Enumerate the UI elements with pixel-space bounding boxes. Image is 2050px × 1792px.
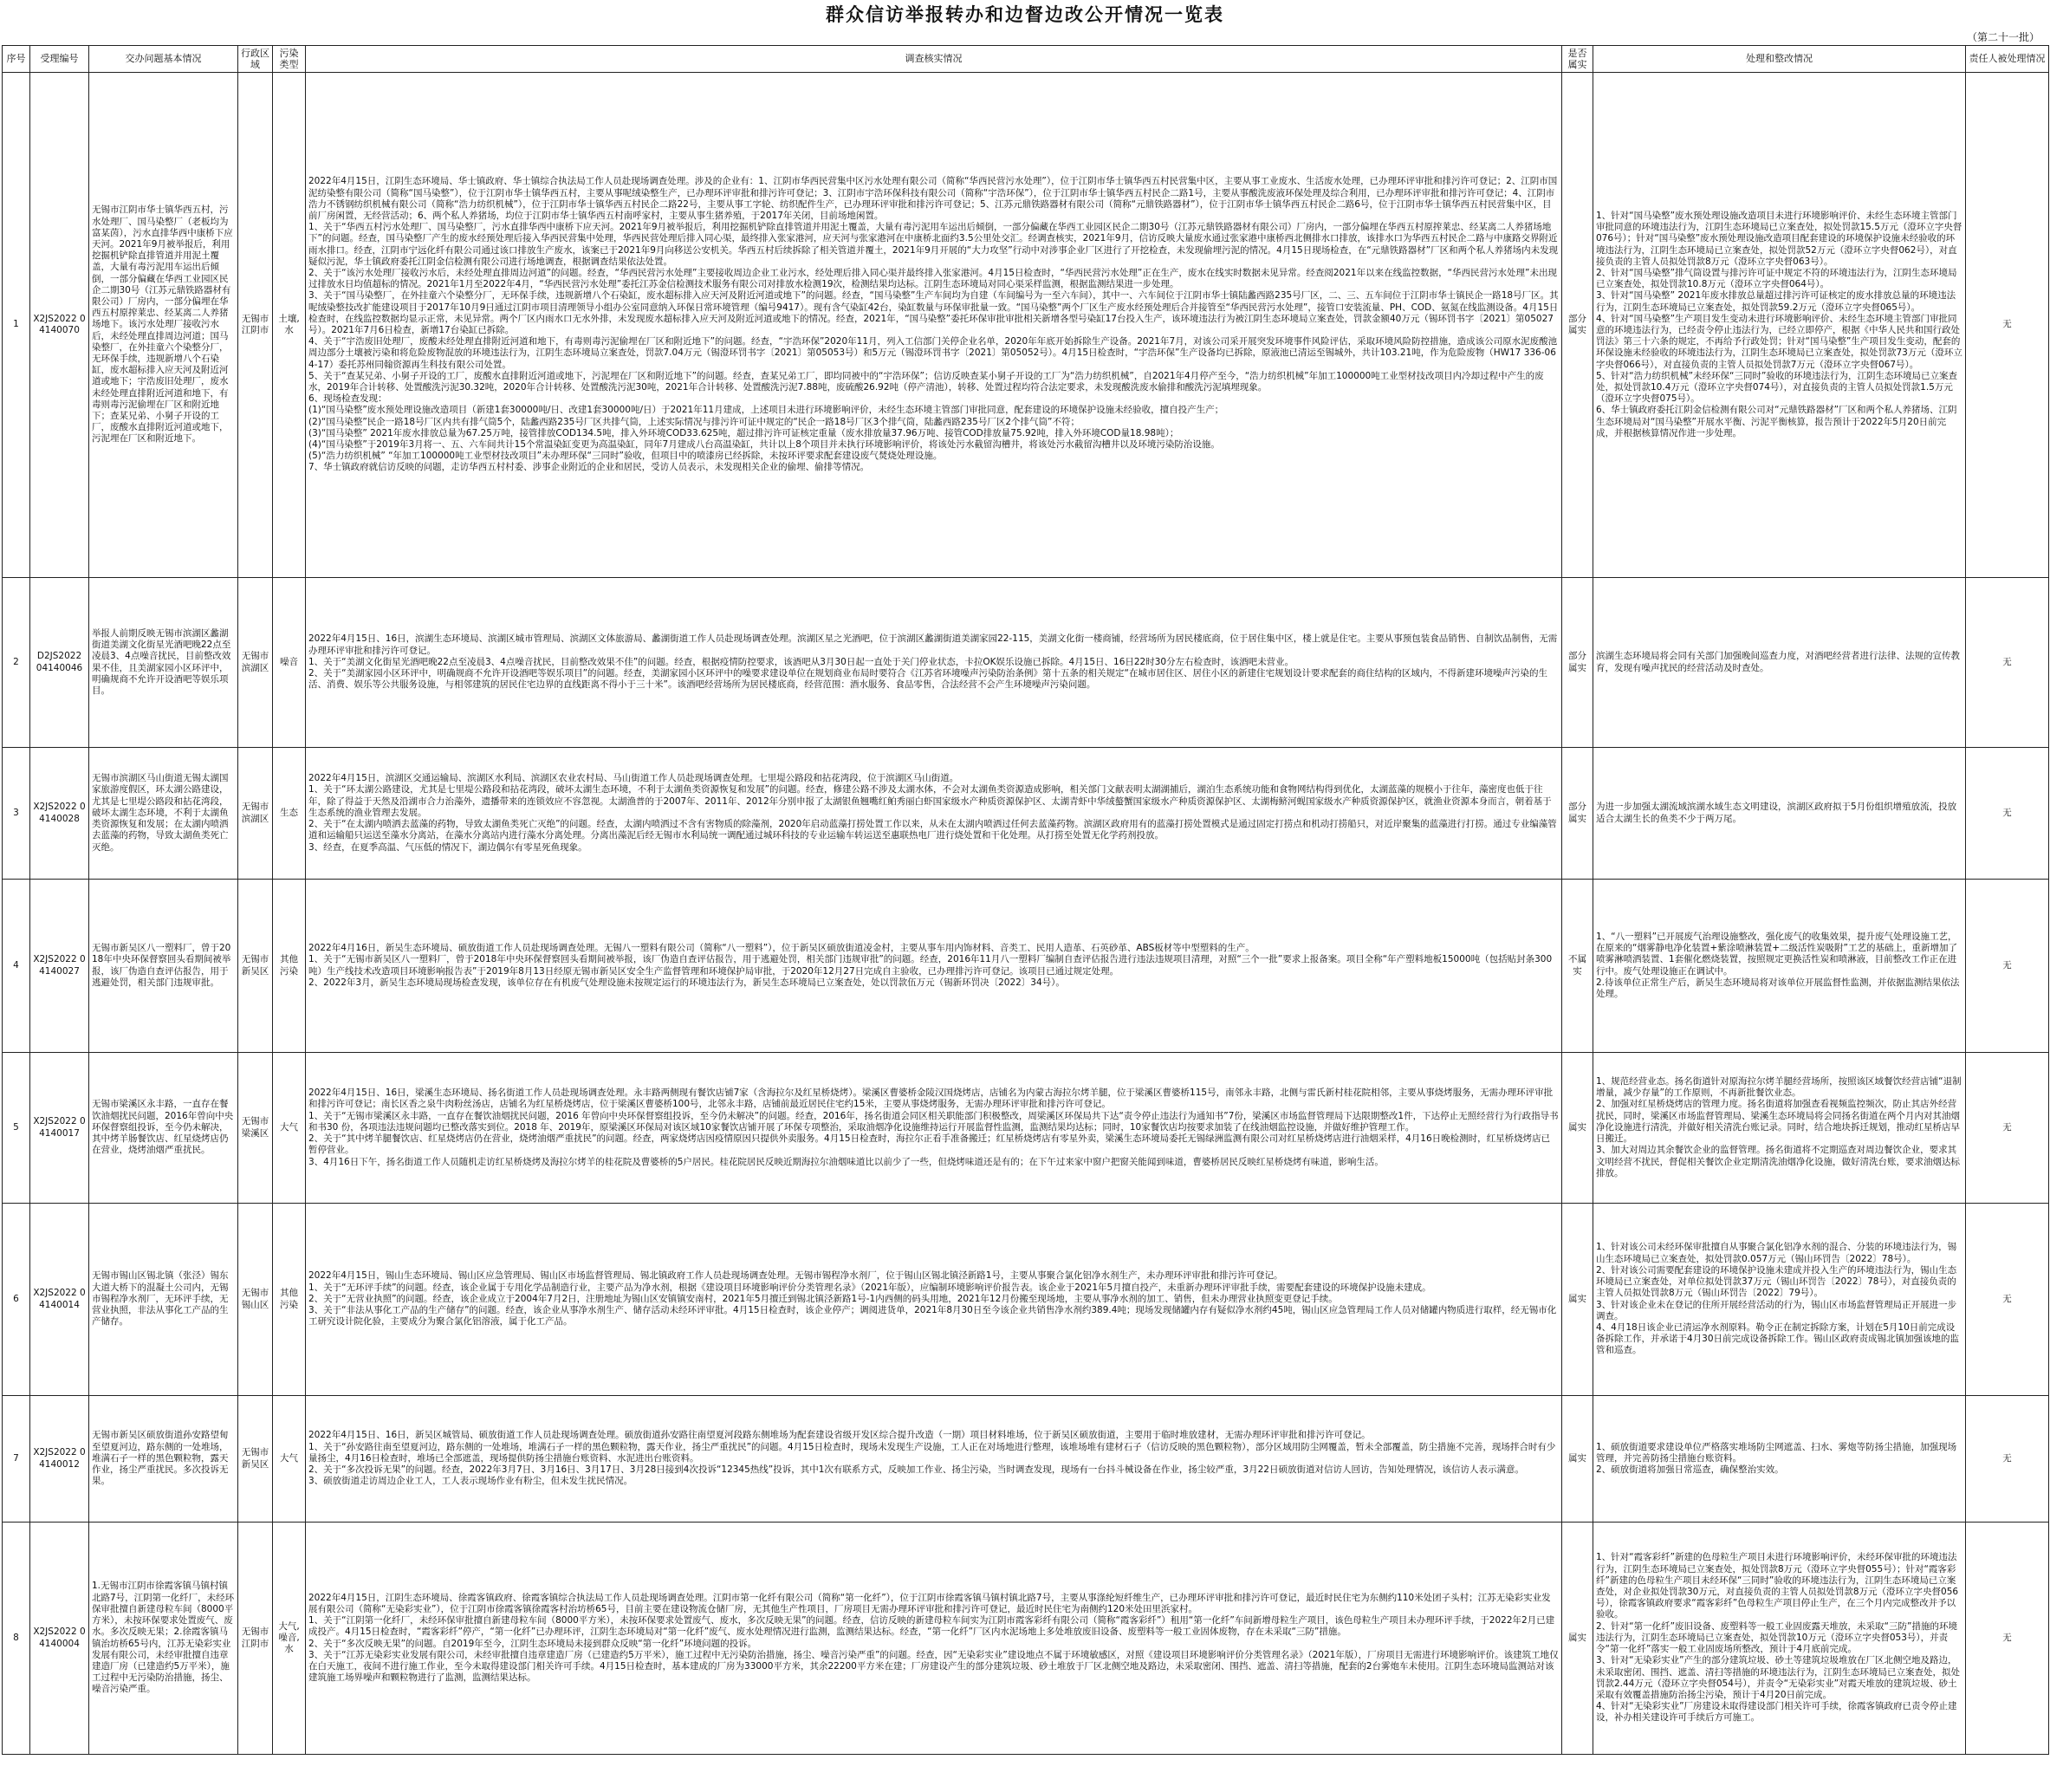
row-handling: 滨湖生态环境局将会同有关部门加强晚间巡查力度，对酒吧经营者进行法律、法规的宣传教育，发现有噪声扰民的经营活动及时查处。	[1593, 578, 1966, 748]
row-district: 无锡市江阴市	[238, 73, 273, 578]
row-pollution-type: 噪音	[273, 578, 306, 748]
row-no: 3	[3, 748, 30, 880]
row-pollution-type: 大气	[273, 1053, 306, 1204]
header-pollution-type: 污染类型	[273, 46, 306, 73]
row-code: X2JS2022 04140012	[30, 1396, 89, 1523]
row-handling: 1、硕放街道要求建设单位严格落实堆场防尘网遮盖、扫水、雾炮等防扬尘措施，加强现场管理，并完善防扬尘措施台账资料。 2、硕放街道将加强日常巡查，确保整治实效。	[1593, 1396, 1966, 1523]
row-code: X2JS2022 04140070	[30, 73, 89, 578]
table-row	[3, 880, 2049, 1053]
row-issue: 无锡市锡山区锡北镇（张泾）锡东大道大桥下的混凝土公司内，无锡市锡程净水剂厂，无环评手续，无营业执照，非法从事化工产品的生产储存。	[89, 1204, 238, 1396]
header-handling: 处理和整改情况	[1593, 46, 1966, 73]
row-no: 2	[3, 578, 30, 748]
row-issue: 举报人前期反映无锡市滨湖区蠡湖街道美湖文化街星光酒吧晚22点至凌晨3、4点噪音扰民，目前整改效果不佳，且美湖家园小区环评中，明确规商不允许开设酒吧等娱乐项目。	[89, 578, 238, 748]
row-issue: 无锡市滨湖区马山街道无锡太湖国家旅游度假区，环太湖公路建设，尤其是七里堤公路段和拈花湾段，破坏太湖生态环境，不利于太湖鱼类资源恢复和发展；在太湖内喷洒去蓝藻的药物，导致太湖鱼类死亡灭绝。	[89, 748, 238, 880]
row-code: X2JS2022 04140014	[30, 1204, 89, 1396]
row-handling: 1、针对“霞客彩纤”新建的色母粒生产项目未进行环境影响评价，未经环保审批的环境违法行为，江阴生态环境局已立案查处，拟处罚款8万元（澄环立字央督055号）；针对“霞客彩纤”新建的色母粒生产项目未经环保“三同时”验收的环境违法行为，江阴生态环境局已立案查处，对企业拟处罚款30万元，对直接负责的主管人员拟处罚款8万元（澄环立字央督056号），徐霞客镇政府要求“霞客彩纤”色母粒生产项目停止生产，在三个月内完成整改并予以验收。 2、针对“第一化纤”废旧设备、废塑料等一般工业固废露天堆放，未采取“三防”措施的环境违法行为，江阴生态环境局已立案查处，拟处罚款10万元（澄环立字央督053号），并责令“第一化纤”落实一般工业固废场所整改，预计于4月底前完成。 3、针对“无染彩实业”产生的部分建筑垃圾、砂土等建筑垃圾堆放在厂区北侧空地及路边，未采取密闭、围挡、遮盖、清扫等措施的环境违法行为，江阴生态环境局已立案查处，拟处罚款2.44万元（澄环立字央督054号），并责令“无染彩实业”对霞天堆放的建筑垃圾、砂土采取有效覆盖措施防治扬尘污染，预计于4月20日前完成。 4、针对“无染彩实业”厂房建设未取得建设部门相关许可手续，徐霞客镇政府已责令停止建设，补办相关建设许可手续后方可施工。	[1593, 1523, 1966, 1755]
row-issue: 1.无锡市江阴市徐霞客镇马镇村镇北路7号，江阴第一化纤厂，未经环保审批擅自新建母粒车间（8000平方米），未按环保要求处置废气、废水。多次反映无果；2.徐霞客镇马镇治坊桥65号内，江苏无染彩实业发展有限公司，未经审批擅自违章建造厂房（已建造约5万平米），施工过程中无污染防治措施，扬尘、噪音污染严重。	[89, 1523, 238, 1755]
row-handling: 1、“八一塑料”已开展废气治理设施整改，强化废气的收集效果，提升废气处理设施工艺，在原来的“烟雾静电净化装置+紫涂喷淋装置+二级活性炭吸附”工艺的基础上，重新增加了喷雾淋喷洒装置、1套催化燃烧装置，按照规定更换活性炭和喷淋液，目前整改工作正在进行中。废气处理设施正在调试中。 2.待该单位正常生产后，新吴生态环境局将对该单位开展监督性监测，并依据监测结果依法处理。	[1593, 880, 1966, 1053]
row-verified: 不属实	[1562, 880, 1593, 1053]
row-punished: 无	[1966, 1053, 2049, 1204]
row-survey: 2022年4月15日，江阴生态环境局、华士镇政府、华士镇综合执法局工作人员赴现场调查处理。涉及的企业有：1、江阴市华西民营集中区污水处理有限公司（简称“华西民营污水处理”），位于江阴市华士镇华西五村民营集中区，主要从事工业废水、生活废水处理，已办理环评审批和排污许可登记；2、江阴市国泥纺染整有限公司（简称“国马染整”），位于江阴市华士镇华西五村，主要从事呢绒染整生产，已办理环评审批和排污许可登记；3、江阴市宇浩环保科技有限公司（简称“宇浩环保”），位于江阴市华士镇华西五村民企二路1号，主要从事酸洗废液环保处理及综合利用，已办理环评审批和排污许可登记；4、江阴市浩力不锈钢纺织机械有限公司（简称“浩力纺织机械”），位于江阴市华士镇华西五村民企二路22号，主要从事工字轮、纺织配件生产，已办理环评审批和排污许可登记；5、江苏元鼎铁路器材有限公司（简称“元鼎铁路器材”），位于江阴市华士镇华西五村民企二路6号，位于江阴市华士镇华西五村民营集中区，目前厂房闲置，无经营活动；6、两个私人养猪场，均位于江阴市华士镇华西五村南呼家村，主要从事生猪养殖，于2017年关闭，目前场地闲置。 1、关于“华西五村污水处理厂、国马染整厂，污水直排华西中康桥下应天河。2021年9月被举报后，利用挖掘机铲除直排管道并用泥土覆盖，大量有毒污泥用车运出后倾倒，一部分偏藏在华西工业园区民企二期30号（江苏元鼎铁路器材有限公司）厂房内，一部分偏埋在华西五村原搾莱忠、经某离二人养猪场地下”的问题。经查，国马染整厂产生的废水经预处理后接入华西民营集中处理，华西民营处理后排入同心渠，最终排入张家港河，应天河与张家港河在中康桥北面约3.5公里处交汇。经调查核实，2021年9月，信访反映大量废水通过张家港中康桥西北侧排水口排放，该排水口为华西五村民企二路与中康路交界附近雨水排口。经查，江阴市宁远化纤有限公司通过该口排放生产废水，该案已于2021年9月向移送公安机关。华西五村后续拆除了相关管道并覆土，2021年9月开展的“大力攻坚”行动中对涉事企业厂区进行了开挖检查，未发现偷埋污泥的情况。4月15日现场检查，在“元鼎铁路器材”厂区和两个私人养猪场内未发现疑似污泥，华士镇政府委托江阴金信检测有限公司进行场地调查，根据调查结果依法处置。 2、关于“该污水处理厂接收污水后，未经处理直排周边河道”的问题。经查，“华西民营污水处理”主要接收周边企业工业污水，经处理后排入同心渠并最终排入张家港河。4月15日检查时，“华西民营污水处理”正在生产，废水在线实时数据未见异常。经查阅2021年以来在线监控数据，“华西民营污水处理”未出现过排放水日均值超标的情况。2021年1月至2022年4月，“华西民营污水处理”委托江苏金信检测技术服务有限公司对排放水检测19次，检测结果均达标。江阴生态环境局对同心渠采样监测，根据监测结果进一步处理。 3、关于“国马染整厂，在外挂童六个染整分厂，无环保手续，违规新增八个石染缸，废水超标排入应天河及附近河道或地下”的问题。经查，“国马染整”生产车间均为自建（车间编号为一至六车间），其中一、六车间位于江阴市华士镇陆蠡西路235号厂区，二、三、五车间位于江阴市华士镇民企一路18号厂区。其呢绒染整技改扩能建设项目于2017年10月9日通过江阴市项目清理领导小组办公室同意纳入环保日常环境管理（编号9417）。现有含气染缸42台，染缸数量与环保审批量一致。“国马染整”两个厂区生产废水经预处理后合并接管至“华西民营污水处理”，接管口安装流量、PH、COD、氨氮在线监测设备。4月15日检查时，在线监控数据均显示正常，未见异常。两个厂区内雨水口无水外排，未发现废水超标排入应天河及附近河道或地下的情况。经查，2021年，“国马染整”委托环保审批审批相关新增各型号染缸17台投入生产，该环境违法行为被江阴生态环境局立案查处，罚款金额40万元（锡环罚书字〔2021〕第05027号）。2021年7月6日检查，新增17台染缸已拆除。 4、关于“宇浩废旧处理厂，废酸未经处理直排附近河道和地下，有毒则毒污泥偷埋在厂区和附近地下”的问题。经查，“宇浩环保”2020年11月，列入工信部门关停企业名单，2020年年底开始拆除生产设备。2021年7月，对该公司采开展突发环境事件风险评估，采取环境风险防控措施，造成该公司原水泥废酸池周边部分土壤被污染和将危险废物混放的环境违法行为，江阴生态环境局立案查处，罚款7.04万元（锡澄环罚书字〔2021〕第05053号）和5万元（锡澄环罚书字〔2021〕第05052号）。4月15日检查时，“宇浩环保”生产设备均已拆除，原液池已清运至锡城外，共计103.21吨，作为危险废物（HW17 336-064-17）委托苏州同翰资源再生科技有限公司处置。 5、关于“查某兄弟、小舅子开设的工厂，废酸水直排附近河道或地下，污泥埋在厂区和附近地下”的问题。经查，查某兄弟工厂，即均同被中的“宇浩环保”；信访反映查某小舅子开设的工厂为“浩力纺织机械”，自2021年4月停产至今，“浩力纺织机械”年加工100000吨工业型材技改项目内冷却过程中产生的废水，2019年合计转移、处置酸洗污泥30.32吨，2020年合计转移、处置酸洗污泥30吨，2021年合计转移、处置酸洗污泥7.88吨，废硫酸26.92吨（停产清池），转移、处置过程均符合法定要求，未发现酸洗废水偷排和酸洗污泥填埋现象。 6、现场检查发现： (1)“国马染整”废水预处理设施改造项目（新建1套30000吨/日、改建1套30000吨/日）于2021年11月建成，上述项目未进行环境影响评价，未经生态环境主管部门审批同意，配套建设的环境保护设施未经验收，擅自投产生产； (2)“国马染整”民企一路18号厂区内共有排气筒5个，陆蠡西路235号厂区共排气筒，上述实际情况与排污许可证中规定的“民企一路18号厂区3个排气筒，陆蠡西路235号厂区2个排气筒”不符； (3)“国马染整” 2021年废水排放总量为67.25万吨，接管排放COD134.5吨，排入外环境COD33.625吨，超过排污许可证核定重量（废水排放量37.96万吨、接管COD排放量75.92吨，排入外环境COD量18.98吨）； (4)“国马染整”于2019年3月将一、五、六车间共计15个常温染缸变更为高温染缸，同年7月建成八台高温染缸，共计以上8个项目并未执行环境影响评价，将该处污水截留沟槽井，将该处污水截留沟槽井以及环境污染防治设施。 (5)“浩力纺织机械” “年加工100000吨工业型材技改项目”未办理环保“三同时”验收，但项目中的喷漆房已经拆除，未按环评要求配套建设废气焚烧处理设施。 7、华士镇政府就信访反映的问题，走访华西五村村委、涉事企业附近的企业和居民，受访人员表示，未发现相关企业的偷埋、偷排等情况。	[306, 73, 1562, 578]
table-row	[3, 73, 2049, 578]
row-no: 4	[3, 880, 30, 1053]
row-handling: 1、针对“国马染整”废水预处理设施改造项目未进行环境影响评价、未经生态环境主管部门审批同意的环境违法行为，江阴生态环境局已立案查处，拟处罚款15.5万元（澄环立字央督076号）；针对“国马染整”废水预处理设施改造项目配套建设的环境保护设施未经验收的环境违法行为，江阴生态环境局已立案查处，拟处罚款52万元（澄环立字央督062号），对直接负责的主管人员拟处罚款8万元（澄环立字央督063号）。 2、针对“国马染整”排气筒设置与排污许可证中规定不符的环境违法行为，江阴生态环境局已立案查处，拟处罚款10.8万元（澄环立字央督064号）。 3、针对“国马染整” 2021年废水排放总量超过排污许可证核定的废水排放总量的环境违法行为，江阴生态环境局已立案查处，拟处罚款59.2万元（澄环立字央督065号）。 4、针对“国马染整”生产项目发生变动未进行环境影响评价、未经生态环境主管部门审批同意的环境违法行为，已经责令停止违法行为，已经立即停产，根据《中华人民共和国行政处罚法》第三十六条的规定，不再给予行政处罚；针对“国马染整”生产项目发生变动，配套的环保设施未经验收的环境违法行为，江阴生态环境局已立案查处，拟处罚款73万元（澄环立字央督066号），对直接负责的主管人员拟处罚款7万元（澄环立字央督067号）。 5、针对“浩力纺织机械”未经环保“三同时”验收的环境违法行为，江阴生态环境局已立案查处，拟处罚款10.4万元（澄环立字央督074号），对直接负责的主管人员拟处罚款1.5万元（澄环立字央督075号）。 6、华士镇政府委托江阴金信检测有限公司对“元鼎铁路器材”厂区和两个私人养猪场、江阴生态环境局对“国马染整”开展水平衡、污泥平衡核算，报告预计于2022年5月20日前完成，并根据核算情况作进一步处理。	[1593, 73, 1966, 578]
row-district: 无锡市江阴市	[238, 1523, 273, 1755]
row-verified: 部分属实	[1562, 73, 1593, 578]
row-verified: 部分属实	[1562, 578, 1593, 748]
row-survey: 2022年4月16日，新吴生态环境局、硕放街道工作人员赴现场调查处理。无锡八一塑料有限公司（简称“八一塑料”），位于新吴区硕放街道凌金村，主要从事车用内饰材料、音类工、民用人造革、石英砂革、ABS板材等中型塑料的生产。 1、关于“无锡市新吴区八一塑料厂，曾于2018年中央环保督察回头看期间被举报，该厂伪造自查评估报告，用于逃避处罚，相关部门违规审批”的问题。经查，2016年11月八一塑料厂编制自查评估报告进行违法违规项目清理，对照“三个一批”要求上报备案。项目全称“年产塑料地板15000吨（包括贴封条300吨）生产线技术改造项目环境影响报告表”于2019年8月13日经原无锡市新吴区安全生产监督管理和环境保护局审批，于2020年12月27日完成自主验收，已办理排污许可登记。该项目已通过规定处理。 2、2022年3月，新吴生态环境局现场检查发现，该单位存在有机废气处理设施未按规定运行的环境违法行为，新吴生态环境局已立案查处，处以罚款伍万元（锡新环罚决〔2022〕34号）。	[306, 880, 1562, 1053]
header-district: 行政区域	[238, 46, 273, 73]
row-district: 无锡市滨湖区	[238, 578, 273, 748]
header-punished: 责任人被处理情况	[1966, 46, 2049, 73]
row-punished: 无	[1966, 880, 2049, 1053]
row-survey: 2022年4月15日，锡山生态环境局、锡山区应急管理局、锡山区市场监督管理局、锡北镇政府工作人员赴现场调查处理。无锡市锡程净水剂厂，位于锡山区锡北镇泾新路1号，主要从事聚合氯化铝净水剂生产，未办理环评审批和排污许可登记。 1、关于“无环评手续”的问题。经查，该企业属于专用化学品制造行业，主要产品为净水剂，根据《建设项目环境影响评价分类管理名录》（2021年版），应编制环境影响评价报告表。该企业于2021年5月擅自投产，未重新办理环评审批手续，需要配套建设的环境保护设施未建成。 2、关于“无营业执照”的问题。经查，该企业成立于2004年7月2日，注册地址为锡山区安镇镇安南村，2021年5月擅迁到锡北镇泾新路1号-1内西侧的码头用地，2021年12月份搬至现场地，主要从事净水剂的加工、销售，但未办理营业执照变更登记手续。 3、关于“非法从事化工产品的生产储存”的问题。经查，该企业从事净水剂生产、储存活动未经环评审批。4月15日检查时，该企业停产；调阅进货单，2021年8月30日至今该企业共销售净水剂约389.4吨；现场发现储罐内存有疑似净水剂约45吨，锡山区应急管理局工作人员对储罐内物质进行取样，经无锡市化工研究设计院化验，主要成分为聚合氯化铝溶液，属于化工产品。	[306, 1204, 1562, 1396]
row-survey: 2022年4月15日，江阴生态环境局、徐霞客镇政府、徐霞客镇综合执法局工作人员赴现场调查处理。江阴市第一化纤有限公司（简称“第一化纤”），位于江阴市徐霞客镇马镇村镇北路7号，主要从事涤纶短纤维生产，已办理环评审批和排污许可登记，最近时民住宅为东侧约110米处团子头村；江苏无染彩实业发展有限公司（简称“无染彩实业”），位于江阴市徐霞客镇徐霞客村治坊桥65号，目前主要在建设物流仓储厂房，无其他生产性项目，厂房项目无需办理环评审批和排污许可登记，最近时民住宅为南侧约120米处田里浜家村。 1、关于“江阴第一化纤厂，未经环保审批擅自新建母粒车间（8000平方米），未按环保要求处置废气、废水，多次反映无果”的问题。经查，信访反映的新建母粒车间实为江阴市霞客彩纤有限公司（简称“霞客彩纤”）租用“第一化纤”车间新增母粒生产项目，该色母粒生产项目未办理环评手续，于2022年2月已建成投产。4月15日检查时，“霞客彩纤”停产，“第一化纤”已办理环评，江阴生态环境局对“第一化纤”废气、废水处理情况进行监测，监测结果达标。经查，“第一化纤”厂区内水泥场地上多处堆放废旧设备、废塑料等一般工业固体废物，存在未采取“三防”措施。 2、关于“多次反映无果”的问题。自2019年至今，江阴生态环境局未接到群众反映“第一化纤”环境问题的投诉。 3、关于“江苏无染彩实业发展有限公司，未经审批擅自违章建造厂房（已建造约5万平米），施工过程中无污染防治措施，扬尘、噪音污染严重”的问题。经查，因“无染彩实业”建设地点不属于环境敏感区，对照《建设项目环境影响评价分类管理名录》（2021年版），厂房项目无需进行环境影响评价。该建筑工地仅在白天施工，夜间不进行施工作业，至今未取得建设部门相关许可手续。4月15日检查时，基本建成的厂房为33000平方米，其余22200平方米在建；厂房建设产生的部分建筑垃圾、砂土堆放于厂区北侧空地及路边，未采取密闭、围挡、遮盖、清扫等措施，配套的2台雾炮车未使用。江阴生态环境局监测站对该建筑施工场界噪声和颗粒物进行了监测，监测结果达标。	[306, 1523, 1562, 1755]
header-verified: 是否属实	[1562, 46, 1593, 73]
table-row	[3, 1204, 2049, 1396]
table-row	[3, 1396, 2049, 1523]
row-code: X2JS2022 04140028	[30, 748, 89, 880]
row-pollution-type: 土壤,水	[273, 73, 306, 578]
row-no: 7	[3, 1396, 30, 1523]
report-table	[2, 45, 2049, 1755]
row-code: X2JS2022 04140027	[30, 880, 89, 1053]
row-no: 8	[3, 1523, 30, 1755]
row-pollution-type: 其他污染	[273, 880, 306, 1053]
batch-label: （第二十一批）	[1966, 31, 2040, 43]
row-issue: 无锡市梁溪区永丰路，一直存在餐饮油烟扰民问题，2016年曾向中央环保督察组投诉，至今仍未解决，其中烤羊肠餐饮店、红星烧烤店仍在营业，烧烤油烟严重扰民。	[89, 1053, 238, 1204]
row-pollution-type: 大气	[273, 1396, 306, 1523]
table-row	[3, 1523, 2049, 1755]
row-district: 无锡市新吴区	[238, 1396, 273, 1523]
row-survey: 2022年4月15日、16日，梁溪生态环境局、扬名街道工作人员赴现场调查处理。永丰路两侧现有餐饮店铺7家（含海拉尔及红星桥烧烤）。梁溪区曹婆桥金陵汉国烧烤店，店铺名为内蒙古海拉尔烤羊腿，位于梁溪区曹婆桥115号，南邻永丰路，北侧与雷氏新村桂花院相邻，主要从事烧烤服务，无需办理环评审批和排污许可登记；南长区香之泉牛肉粉丝汤店，店铺名为红星桥烧烤店，位于梁溪区曹婆桥100号，北邻永丰路，店铺前最近居民住宅约15米，主要从事烧烤服务，无需办理环评审批和排污许可登记。 1、关于“无锡市梁溪区永丰路，一直存在餐饮油烟扰民问题，2016 年曾向中央环保督察组投诉，至今仍未解决”的问题。经查，2016年，扬名街道会同区相关职能部门积极整改，周梁溪区环保局共下达“责令停止违法行为通知书”7份，梁溪区市场监督管理局下达限期整改1件，下达停止无照经营行为行政指导书和书30 份，各项违法违规问题均已整改落实到位。2018 年、2019年，原梁溪区环保局对该区域10家餐饮店铺开展了环保专项整治，采取油烟净化设施维持运行开展监督性监测，监测结果均达标；同时，10家餐饮店均按要求加装了在线油烟监控设施，并做好维护管理工作。 2、关于“其中烤羊腿餐饮店、红星烧烤店仍在营业，烧烤油烟严重扰民”的问题。经查，两家烧烤店因疫情原因只提供外卖服务。4月15日检查时，海拉尔正看手准备搬迁；红星桥烧烤店有零星外卖，梁溪生态环境局委托无锡绿洲监测有限公司对红星桥烧烤店进行油烟采样，4月16日晚检测时，红星桥烧烤店已暂停营业。 3、4月16日下午，扬名街道工作人员随机走访红星桥烧烤及海拉尔烤羊的桂花院及曹婆桥的5户居民。桂花院居民反映近期海拉尔油烟味道比以前少了一些，但烧烤味道还是有的；在下午过来家中窗户把窗关能闻到味道，曹婆桥居民反映红星桥烧烤有味道，影响生活。	[306, 1053, 1562, 1204]
row-district: 无锡市锡山区	[238, 1204, 273, 1396]
table-row	[3, 578, 2049, 748]
row-no: 1	[3, 73, 30, 578]
page-title: 群众信访举报转办和边督边改公开情况一览表	[826, 4, 1224, 25]
row-handling: 1、针对该公司未经环保审批擅自从事聚合氯化铝净水剂的混合、分装的环境违法行为，锡山生态环境局已立案查处，拟处罚款0.057万元（锡山环罚告〔2022〕78号）。 2、针对该公司需要配套建设的环境保护设施未建成并投入生产的环境违法行为，锡山生态环境局已立案查处，对单位拟处罚款37万元（锡山环罚告〔2022〕78号），对直接负责的主管人员拟处罚款8万元（锡山环罚告〔2022〕79号）。 3、针对该企业未在登记的住所开展经营活动的行为，锡山区市场监督管理局正开展进一步调查。 4、4月18日该企业已清运净水剂原料。勒令正在制定拆除方案，计划在5月10日前完成设备拆除工作，并承诺于4月30日前完成设备拆除工作。锡山区政府责成锡北镇加强该地的监管和巡查。	[1593, 1204, 1966, 1396]
table-row	[3, 748, 2049, 880]
row-issue: 无锡市新吴区八一塑料厂，曾于2018年中央环保督察回头看期间被举报，该厂伪造自查评估报告，用于逃避处罚，相关部门违规审批。	[89, 880, 238, 1053]
row-handling: 为进一步加强太湖流域滨湖水域生态文明建设，滨湖区政府拟于5月份组织增殖放流，投放适合太湖生长的鱼类不少于两万尾。	[1593, 748, 1966, 880]
row-survey: 2022年4月15日、16日，新吴区城管局、硕放街道工作人员赴现场调查处理。硕放街道孙安路往南望夏河段路东侧堆场为配套建设省级开发区综合提升改造（一期）项目材料堆场，位于新吴区硕放街道，主要用于临时堆放建材，无需办理环评审批和排污许可登记。 1、关于“孙安路往南至望夏河边，路东侧的一处堆场，堆满石子一样的黑色颗粒物，露天作业，扬尘严重扰民”的问题。4月15日检查时，现场未发现生产设施，工人正在对场地进行整理，该堆场堆有建材石子（信访反映的黑色颗粒物），部分区域用防尘网覆盖，暂未全部覆盖，防尘措施不完善，现场拌合时有少量扬尘，4月16日检查时，堆场已全部遮盖，现场提供防扬尘措施台账资料、水泥进出台账资料。 2、关于“多次投诉无果”的问题。经查，2022年3月7日、3月16日、3月17日、3月28日接到4次投诉“12345热线”投诉，其中1次有联系方式，反映加工作业、扬尘污染，当时调查发现，现场有一台抖斗械设备在作业，扬尘较严重，3月22日硕放街道对信访人回访，告知处理情况，该信访人表示满意。 3、硕放街道走访周边企业工人，工人表示现场作业有粉尘，但未发生扰民情况。	[306, 1396, 1562, 1523]
row-code: X2JS2022 04140017	[30, 1053, 89, 1204]
row-no: 6	[3, 1204, 30, 1396]
table-body	[3, 73, 2049, 1755]
row-punished: 无	[1966, 73, 2049, 578]
row-code: D2JS2022 04140046	[30, 578, 89, 748]
row-issue: 无锡市新吴区硕放街道孙安路望甸至望夏河边，路东侧的一处堆场，堆满石子一样的黑色颗粒物，露天作业，扬尘严重扰民。多次投诉无果。	[89, 1396, 238, 1523]
row-pollution-type: 其他污染	[273, 1204, 306, 1396]
row-district: 无锡市滨湖区	[238, 748, 273, 880]
header-survey: 调查核实情况	[306, 46, 1562, 73]
header-code: 受理编号	[30, 46, 89, 73]
row-district: 无锡市梁溪区	[238, 1053, 273, 1204]
header-issue: 交办问题基本情况	[89, 46, 238, 73]
row-code: X2JS2022 04140004	[30, 1523, 89, 1755]
table-row	[3, 1053, 2049, 1204]
row-punished: 无	[1966, 748, 2049, 880]
header-no: 序号	[3, 46, 30, 73]
row-handling: 1、规范经营业态。扬名街道针对原海拉尔烤羊腿经营场所，按照该区域餐饮经营店铺“退制增量，减少存量”的工作原则，不再新批餐饮业态。 2、加强对红星桥烧烤店的管理力度。扬名街道将加强查看视频监控频次，防止其店外经营扰民，同时，梁溪区市场监督管理局、梁溪生态环境局将会同扬名街道在两个月内对其油烟净化设施进行清洗，并做好相关清洗台账记录。同时，结合地块拆迁规划，推动红星桥店早日搬迁。 3、加大对周边其余餐饮企业的监督管理。扬名街道将不定期巡查对周边餐饮企业，要求其文明经营不扰民，督促相关餐饮企业定期清洗油烟净化设施，做好清洗台账，要求油烟达标排放。	[1593, 1053, 1966, 1204]
row-pollution-type: 生态	[273, 748, 306, 880]
row-punished: 无	[1966, 1396, 2049, 1523]
row-pollution-type: 大气,噪音,水	[273, 1523, 306, 1755]
row-punished: 无	[1966, 1523, 2049, 1755]
table-header-row	[3, 46, 2049, 73]
row-district: 无锡市新吴区	[238, 880, 273, 1053]
row-verified: 属实	[1562, 1204, 1593, 1396]
row-verified: 属实	[1562, 1523, 1593, 1755]
row-survey: 2022年4月15日，滨湖区交通运输局、滨湖区水利局、滨湖区农业农村局、马山街道工作人员赴现场调查处理。七里堤公路段和拈花湾段，位于滨湖区马山街道。 1、关于“环太湖公路建设，尤其是七里堤公路段和拈花湾段，破坏太湖生态环境，不利于太湖鱼类资源恢复和发展”的问题。经查，修建公路不涉及太湖水体，不会对太湖鱼类资源造成影响，相关部门文献表明太湖湖捕后，湖泊生态系统功能和食物网结构得到优化，太湖蓝藻的规模小于往年，藻密度也低于往年，除了得益于天然及沿湖市合力治藻外，遗播带来的连锁效应不容忽视。太湖渔普的于2007年、2011年、2012年分别申报了太湖银鱼翘嘴红鲌秀丽白虾国家级水产种质资源保护区、太湖青虾中华绒螯蟹国家级水产种质资源保护区、太湖梅鲚河蚬国家级水产种质资源保护区，就渔业资源本身而言，朝着基于生态系统的渔业管理去发展。 2、关于“在太湖内喷洒去蓝藻的药物，导致太湖鱼类死亡灭绝”的问题。经查，太湖内喷洒过不含有害物质的除藻剂，2020年启动蓝藻打捞处置工作以来，从未在太湖内喷洒过任何去蓝藻药物。滨湖区政府用有的蓝藻打捞处置模式是通过固定打捞点和机动打捞船只，对近岸聚集的蓝藻进行打捞。通过专业编藻管道和运输船只运送至藻水分离站，在藻水分离站内进行藻水分离处理。分离出藻泥后经无锡市水利局统一调配通过城环科技的专业运输车转运送至惠联热电厂进行烧处置和干化处理。从打捞至处置无化学药剂投放。 3、经查，在夏季高温、气压低的情况下，湖边偶尔有零星死鱼现象。	[306, 748, 1562, 880]
row-verified: 属实	[1562, 1053, 1593, 1204]
row-verified: 属实	[1562, 1396, 1593, 1523]
row-survey: 2022年4月15日、16日，滨湖生态环境局、滨湖区城市管理局、滨湖区文体旅游局、蠡湖街道工作人员赴现场调查处理。滨湖区星之光酒吧，位于滨湖区蠡湖街道美湖家园22-115，美湖文化街一楼商铺，经营场所为居民楼底商，位于居住集中区，楼上就是住宅。主要从事预包装食品销售、自制饮品制售，无需办理环评审批和排污许可登记。 1、关于“美湖文化街星光酒吧晚22点至凌晨3、4点噪音扰民，目前整改效果不佳”的问题。经查，根据疫情防控要求，该酒吧从3月30日起一直处于关门停业状态，卡拉OK娱乐设施已拆除。4月15日、16日22时30分左右检查时，该酒吧未营业。 2、关于“美湖家园小区环评中，明确规商不允许开设酒吧等娱乐项目”的问题。经查，美湖家园小区环评中的噪要求建设单位在规划商业布局时要符合《江苏省环境噪声污染防治条例》第十五条的相关规定“在城市居住区、居住小区的新建住宅规划设计要求配套的商住结构的区域内，不得新建环境噪声污染的生活、消费、娱乐等公共服务设施，与相邻建筑的居民住宅边界的直线距离不得小于三十米”。该酒吧经营场所为居民楼底商，经营范围：酒水服务、食品零售，合法经营不会产生环境噪声污染问题。	[306, 578, 1562, 748]
row-punished: 无	[1966, 578, 2049, 748]
row-punished: 无	[1966, 1204, 2049, 1396]
row-issue: 无锡市江阴市华士镇华西五村，污水处理厂、国马染整厂（老板均为富某茵），污水直排华西中康桥下应天河。2021年9月被举报后，利用挖掘机铲除直排管道并用泥土覆盖，大量有毒污泥用车运出后倾倒，一部分偏藏在华西工业园区民企二期30号（江苏元鼎铁路器材有限公司）厂房内，一部分偏埋在华西五村原搾莱忠、经某离二人养猪场地下。该污水处理厂接收污水后，未经处理直排周边河道；国马染整厂，在外挂童六个染整分厂，无环保手续，违规新增八个石染缸，废水超标排入应天河及附近河道或地下；宇浩废旧处理厂，废水未经处理直排附近河道和地下，有毒则毒污泥偷埋在厂区和附近地下；查某兄弟、小舅子开设的工厂，废酸水直排附近河道或地下，污泥埋在厂区和附近地下。	[89, 73, 238, 578]
row-no: 5	[3, 1053, 30, 1204]
row-verified: 部分属实	[1562, 748, 1593, 880]
